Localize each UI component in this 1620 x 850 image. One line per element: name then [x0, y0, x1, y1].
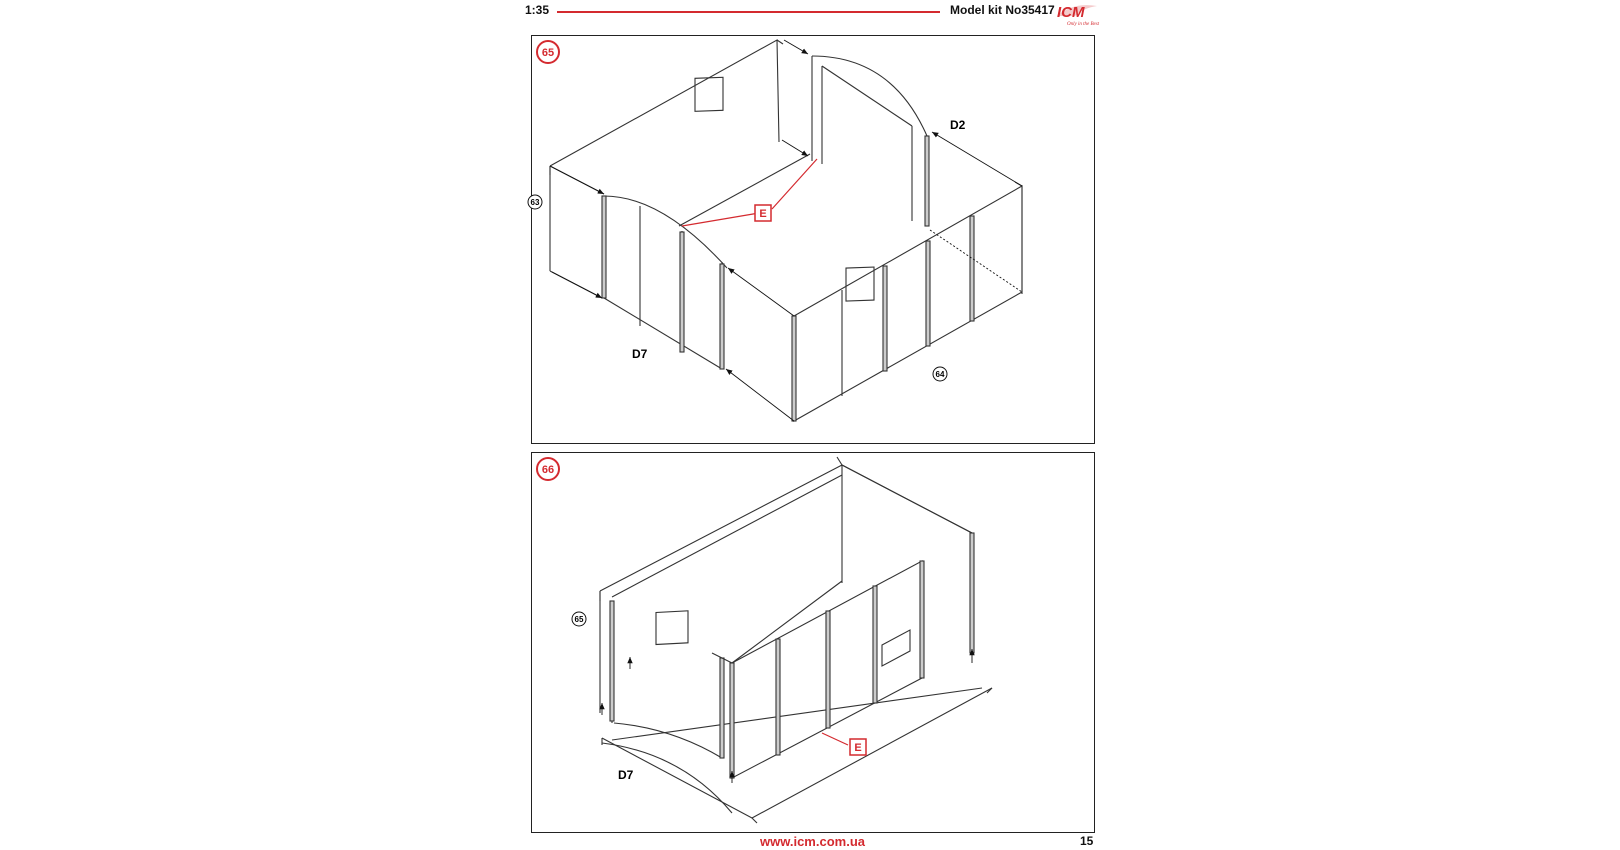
label-d7: D7 [632, 347, 648, 361]
step-66-panel [531, 452, 1095, 833]
scale-label: 1:35 [525, 3, 550, 17]
label-e-box [755, 205, 771, 221]
leader-lines-e [682, 159, 817, 226]
label-e-66: E [854, 742, 862, 754]
step-65-diagram [532, 36, 1094, 443]
logo-tagline: Only in the Best [1067, 22, 1100, 27]
step-65-panel [531, 35, 1095, 444]
svg-text:65: 65 [574, 615, 584, 624]
wall-d2 [812, 56, 929, 226]
label-e: E [759, 208, 767, 220]
assembly-arrows [550, 40, 1022, 421]
page-number: 15 [1080, 834, 1094, 848]
base-plate [602, 688, 992, 823]
label-d2: D2 [950, 118, 966, 132]
leader-line-e-66 [822, 733, 848, 745]
header-divider-line [557, 11, 940, 13]
logo-text: ICM [1057, 4, 1085, 21]
step-66-badge [537, 458, 559, 480]
step-65-number: 65 [541, 47, 555, 59]
assembly-arrows-66 [602, 649, 972, 783]
model-kit-number: Model kit No35417 [950, 3, 1055, 17]
ref-65-badge [572, 612, 586, 626]
label-e-box-66 [850, 739, 866, 755]
ref-64-badge [933, 367, 947, 381]
step-65-badge [537, 41, 559, 63]
front-wall-66 [730, 561, 924, 778]
back-wall [550, 40, 783, 175]
footer-url[interactable]: www.icm.com.ua [760, 834, 865, 849]
icm-logo [1053, 0, 1099, 26]
step-66-diagram [532, 453, 1094, 832]
svg-text:63: 63 [530, 198, 540, 207]
left-end-wall-66 [600, 591, 732, 758]
label-d7-66: D7 [618, 768, 634, 782]
svg-text:64: 64 [935, 370, 945, 379]
front-wall [792, 182, 1022, 421]
step-66-number: 66 [541, 464, 555, 476]
back-wall-66 [600, 457, 972, 645]
ref-63-badge [528, 195, 542, 209]
